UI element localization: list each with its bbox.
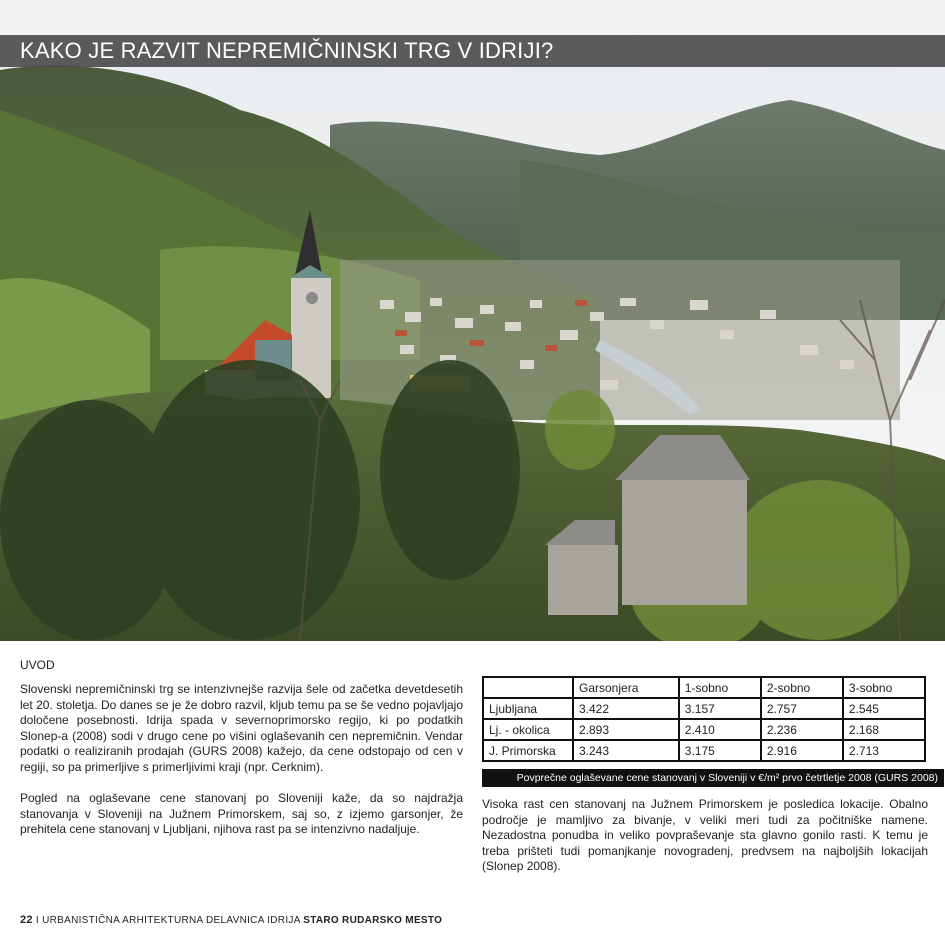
table-cell: 2.713 <box>843 740 925 761</box>
table-cell: 3.243 <box>573 740 679 761</box>
table-cell: 2.916 <box>761 740 843 761</box>
table-cell: J. Primorska <box>483 740 573 761</box>
table-row <box>483 698 925 719</box>
table-caption: Povprečne oglaševane cene stanovanj v Sloveniji v €/m² prvo četrtletje 2008 (GURS 2008) <box>482 769 944 787</box>
paragraph: Slovenski nepremičninski trg se intenzivnejše razvija šele od začetka devetdesetih let 20. stoletja. Do danes se je že dobro razvil, kljub temu pa se še vedno pojavljajo določene posebnosti. Idrija spada v severnoprimorsko regijo, ki po podatkih Slonep-a (2008) sodi v drugo cene po višini oglaševanih cen nepremičnin. Vendar podatki o realiziranih prodajah (GURS 2008) kažejo, da cene odstopajo od cen v regiji, so pa primerljive s primerljivimi kraji (npr. Cerknim). <box>20 682 463 774</box>
page-footer <box>20 914 442 926</box>
table-cell: 3.157 <box>679 698 761 719</box>
table-header-cell <box>483 677 573 698</box>
table-cell: 2.236 <box>761 719 843 740</box>
table-cell: 2.410 <box>679 719 761 740</box>
table-header-cell: 2-sobno <box>761 677 843 698</box>
table-header-cell: Garsonjera <box>573 677 679 698</box>
table-cell: Ljubljana <box>483 698 573 719</box>
table-cell: 3.175 <box>679 740 761 761</box>
footer-subtitle: STARO RUDARSKO MESTO <box>303 915 443 926</box>
paragraph: Pogled na oglaševane cene stanovanj po Sloveniji kaže, da so najdražja stanovanja v Sloveniji na Južnem Primorskem, saj so, z izjemo garsonjer, že prehitela cene stanovanj v Ljubljani, njihova rast pa se intenzivno nadaljuje. <box>20 791 463 836</box>
table-cell: 3.422 <box>573 698 679 719</box>
table-header-cell: 1-sobno <box>679 677 761 698</box>
right-column <box>482 797 928 875</box>
price-table <box>482 676 926 762</box>
left-column <box>20 682 463 854</box>
paragraph: Visoka rast cen stanovanj na Južnem Primorskem je posledica lokacije. Obalno področje je mamljivo za bivanje, v veliki meri tudi za počitniške namene. Nezadostna ponudba in veliko povpraševanje sta glavno gonilo rasti. K temu je treba prišteti tudi pomanjkanje novogradenj, predvsem na najboljših lokacijah (Slonep 2008). <box>482 797 928 873</box>
table-row <box>483 740 925 761</box>
page-number: 22 <box>20 914 33 926</box>
table-header-cell: 3-sobno <box>843 677 925 698</box>
footer-separator: I <box>32 915 43 926</box>
table-cell: 2.757 <box>761 698 843 719</box>
table-cell: 2.168 <box>843 719 925 740</box>
section-heading: UVOD <box>20 658 55 672</box>
page-title: KAKO JE RAZVIT NEPREMIČNINSKI TRG V IDRIJI? <box>0 35 945 67</box>
table-cell: 2.893 <box>573 719 679 740</box>
table-row <box>483 719 925 740</box>
table-cell: Lj. - okolica <box>483 719 573 740</box>
table-header-row <box>483 677 925 698</box>
table-cell: 2.545 <box>843 698 925 719</box>
footer-publication: URBANISTIČNA ARHITEKTURNA DELAVNICA IDRIJA <box>42 915 301 926</box>
